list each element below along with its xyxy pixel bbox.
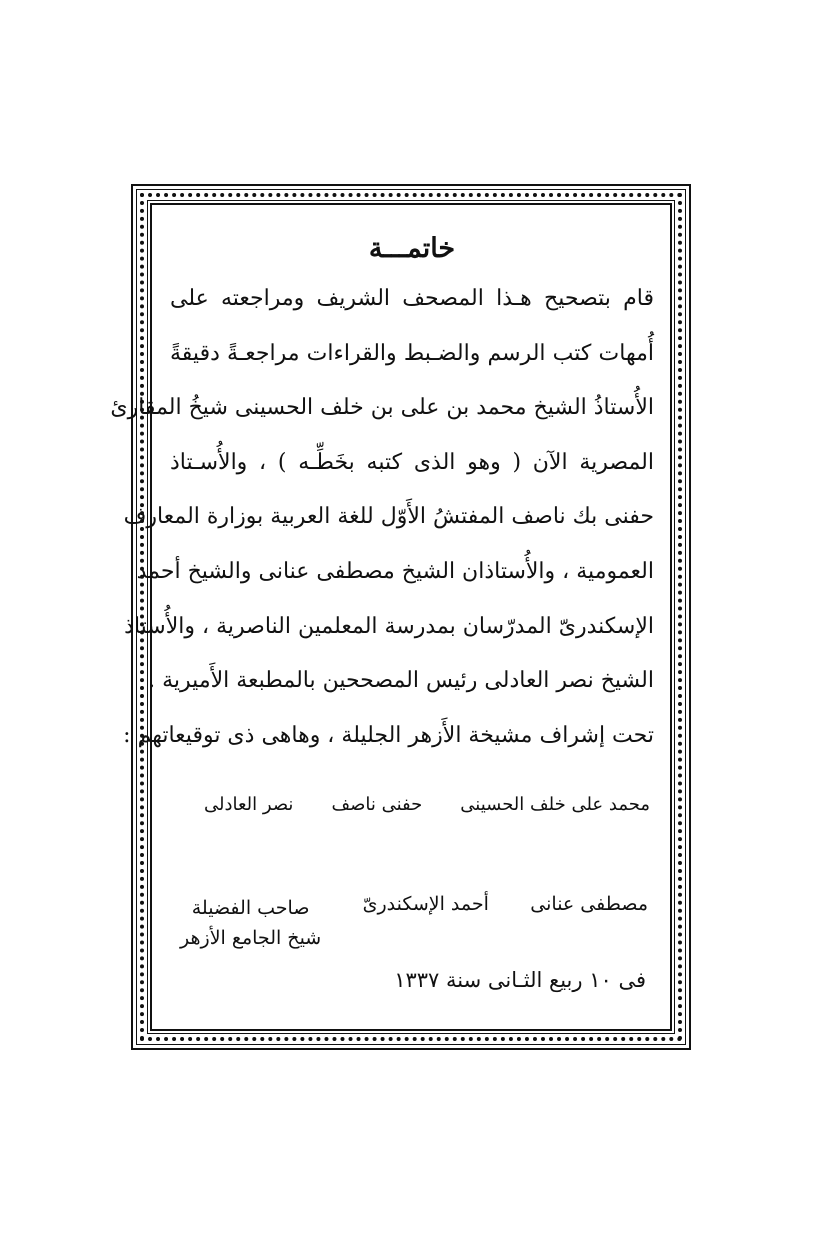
paragraph-line: حفنى بك ناصف المفتشُ الأَوّل للغة العربية بوزارة المعارف xyxy=(123,504,654,530)
signature-mustafa-anani: مصطفى عنانى xyxy=(530,893,648,915)
date-line: فى ١٠ ربيع الثـانى سنة ١٣٣٧ xyxy=(394,968,646,992)
page-title: خاتمـــة xyxy=(368,233,456,264)
signature-nasr-adli: نصر العادلى xyxy=(204,794,294,815)
signature-azhar-sheikh xyxy=(180,893,321,953)
closing-paragraph xyxy=(110,272,654,763)
paragraph-line: المصرية الآن ( وهو الذى كتبه بخَطِّـه ) ، والأُسـتاذ xyxy=(170,449,654,475)
signature-azhar-honorific: صاحب الفضيلة xyxy=(191,897,310,919)
signatures-row-1 xyxy=(170,794,654,815)
signature-hifni-nasif: حفنى ناصف xyxy=(331,794,423,815)
page-content xyxy=(110,226,654,992)
signature-azhar-title: شيخ الجامع الأزهر xyxy=(180,927,322,949)
paragraph-line: الإسكندرىّ المدرّسان بمدرسة المعلمين الناصرية ، والأُستاذ xyxy=(124,613,654,639)
paragraph-line: أُمهات كتب الرسم والضـبط والقراءات مراجعـةً دقيقةً xyxy=(170,340,654,366)
signatures-row-2 xyxy=(170,893,654,953)
paragraph-line: الأُستاذُ الشيخ محمد بن على بن خلف الحسينى شيخُ المقارئ xyxy=(110,395,654,421)
paragraph-line: العمومية ، والأُستاذان الشيخ مصطفى عنانى والشيخ أحمد xyxy=(136,558,654,584)
paragraph-line: قام بتصحيح هـذا المصحف الشريف ومراجعته على xyxy=(170,286,654,311)
paragraph-line: تحت إشراف مشيخة الأَزهر الجليلة ، وهاهى ذى توقيعاتهم : xyxy=(123,722,654,748)
paragraph-line: الشيخ نصر العادلى رئيس المصححين بالمطبعة الأَميرية . xyxy=(148,668,654,694)
signature-husseini: محمد على خلف الحسينى xyxy=(460,794,650,815)
signature-ahmad-iskandari: أحمد الإسكندرىّ xyxy=(362,893,489,915)
